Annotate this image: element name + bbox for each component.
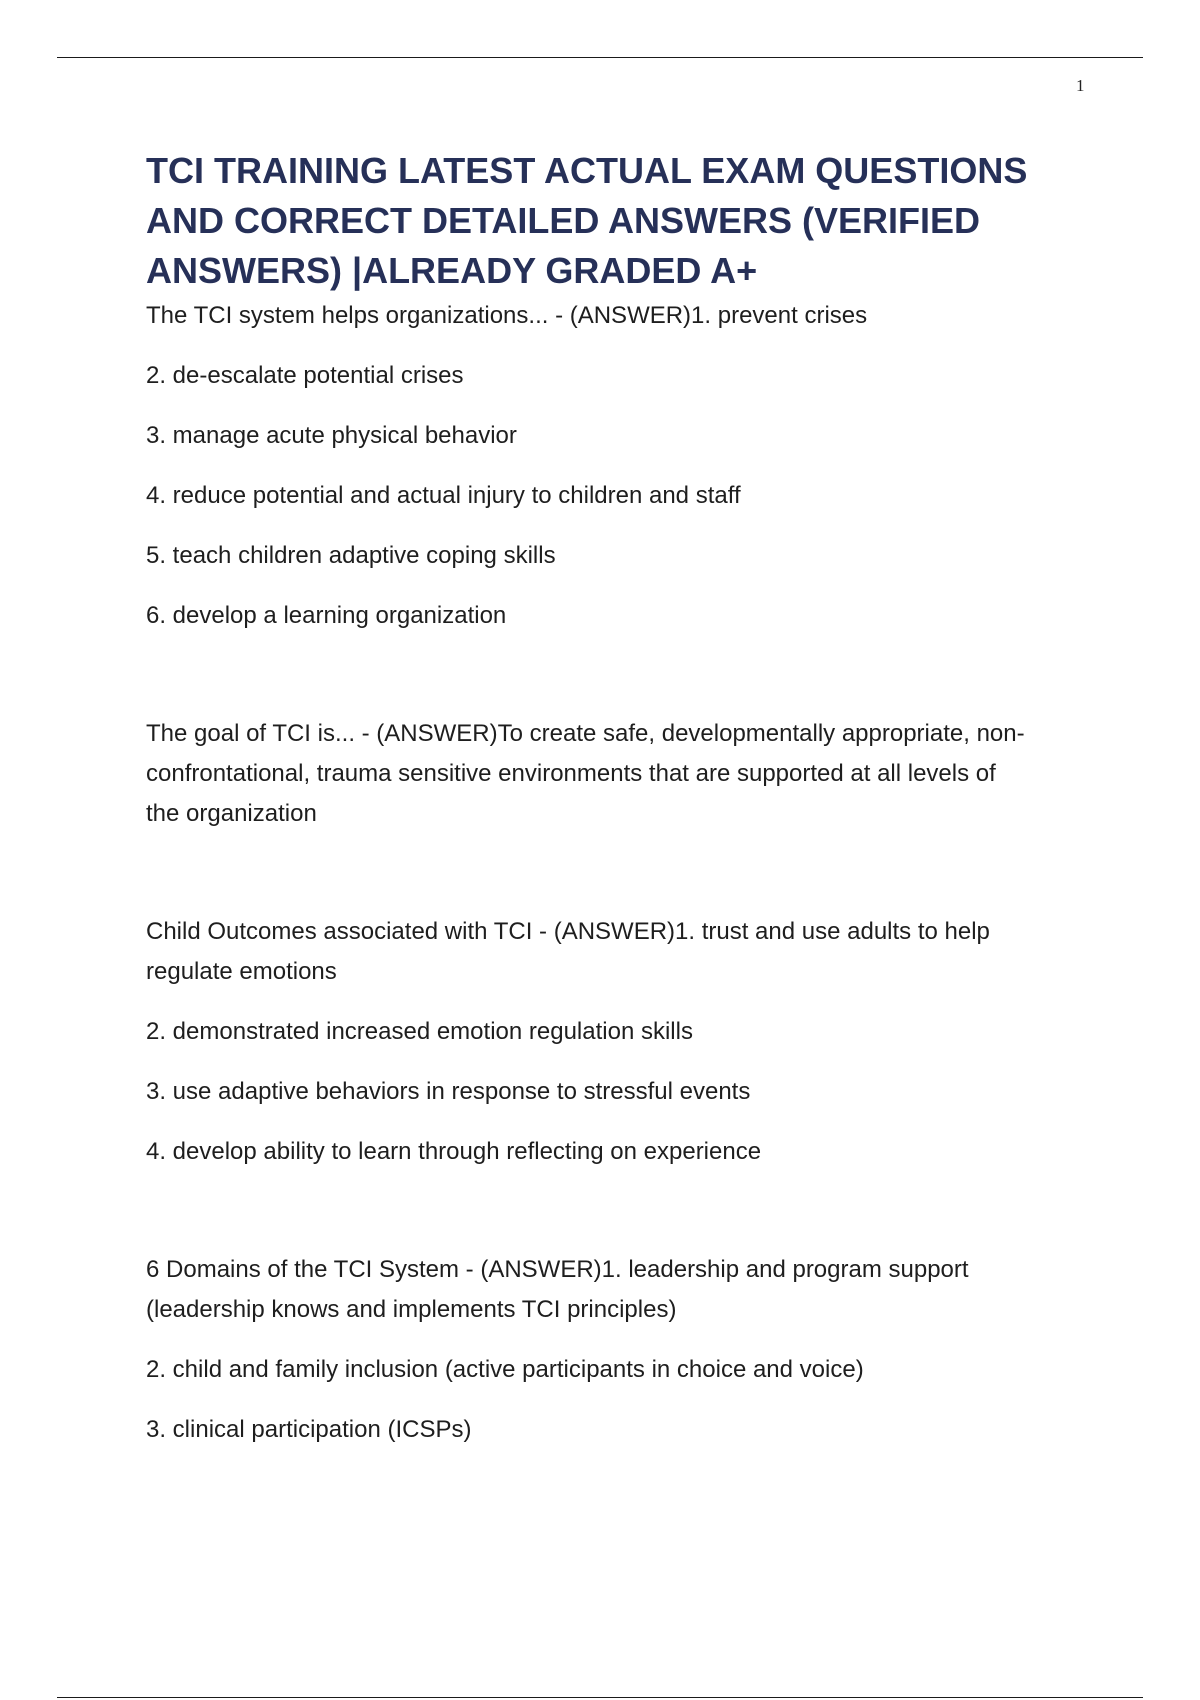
document-body [146,146,1086,1450]
title-line: ANSWERS) |ALREADY GRADED A+ [146,250,758,291]
question-line: The TCI system helps organizations... - (ANSWER)1. prevent crises [146,302,868,329]
question-line: Child Outcomes associated with TCI - (ANSWER)1. trust and use adults to help [146,918,990,945]
question-line: The goal of TCI is... - (ANSWER)To create safe, developmentally appropriate, non- [146,720,1025,747]
header-rule [57,57,1143,58]
question-line: the organization [146,800,317,827]
answer-item: 3. clinical participation (ICSPs) [146,1416,472,1443]
qa-block [146,912,1086,1172]
page-number: 1 [1076,76,1085,95]
title-line: TCI TRAINING LATEST ACTUAL EXAM QUESTIONS [146,150,1028,191]
answer-item: 4. develop ability to learn through reflecting on experience [146,1138,762,1165]
qa-block [146,714,1086,834]
question-line: confrontational, trauma sensitive environments that are supported at all levels of [146,760,996,787]
footer-rule [57,1697,1143,1698]
answer-item: 5. teach children adaptive coping skills [146,542,556,569]
question-line: 6 Domains of the TCI System - (ANSWER)1. leadership and program support [146,1256,969,1283]
answer-item: 6. develop a learning organization [146,602,507,629]
answer-item: 2. child and family inclusion (active participants in choice and voice) [146,1356,864,1383]
question-line: (leadership knows and implements TCI principles) [146,1296,677,1323]
qa-block [146,296,1086,636]
title-line: AND CORRECT DETAILED ANSWERS (VERIFIED [146,200,981,241]
answer-item: 3. manage acute physical behavior [146,422,517,449]
answer-item: 2. de-escalate potential crises [146,362,464,389]
document-title [146,146,1086,296]
qa-block [146,1250,1086,1450]
answer-item: 4. reduce potential and actual injury to children and staff [146,482,741,509]
answer-item: 3. use adaptive behaviors in response to stressful events [146,1078,751,1105]
question-line: regulate emotions [146,958,337,985]
answer-item: 2. demonstrated increased emotion regulation skills [146,1018,693,1045]
